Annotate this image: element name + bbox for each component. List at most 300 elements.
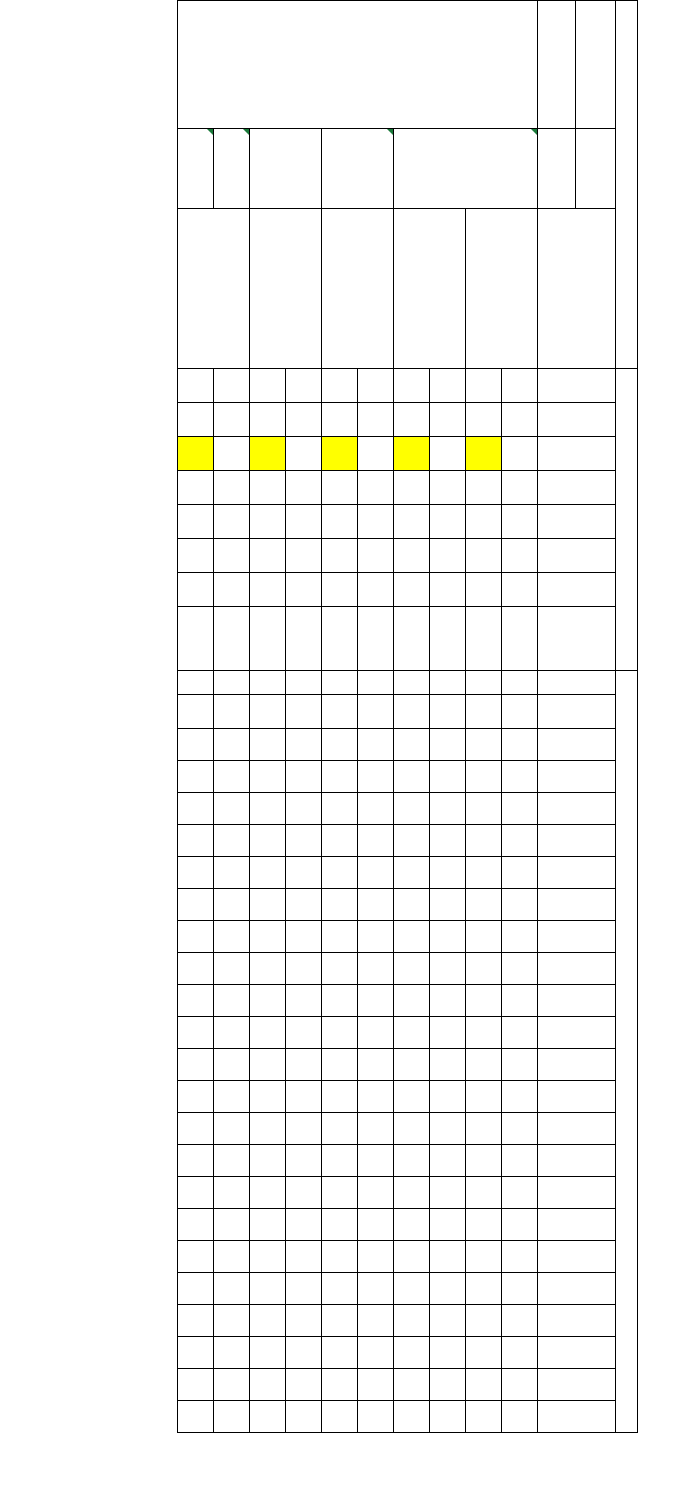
degree-cell xyxy=(358,403,394,437)
province-header xyxy=(538,1273,616,1305)
province-count-cell xyxy=(502,825,538,857)
total-cell xyxy=(430,695,466,729)
province-count-cell xyxy=(358,1049,394,1081)
header-elective xyxy=(538,671,616,695)
physical-cell xyxy=(394,607,430,671)
province-count-cell xyxy=(178,1145,214,1177)
province-count-cell xyxy=(286,1113,322,1145)
province-count-cell xyxy=(502,1081,538,1113)
total-cell xyxy=(466,695,502,729)
province-count-cell xyxy=(394,857,430,889)
physical-cell xyxy=(358,607,394,671)
header-category xyxy=(616,1,638,369)
province-count-cell xyxy=(502,761,538,793)
province-count-cell xyxy=(466,1209,502,1241)
province-count-cell xyxy=(358,825,394,857)
province-count-cell xyxy=(178,825,214,857)
track-cell xyxy=(358,471,394,505)
language-cell xyxy=(286,505,322,539)
line-cell xyxy=(502,539,538,573)
line-cell xyxy=(358,539,394,573)
province-count-cell xyxy=(430,889,466,921)
province-count-cell xyxy=(286,1145,322,1177)
province-count-cell xyxy=(466,1401,502,1433)
header-gender xyxy=(538,437,616,471)
province-count-cell xyxy=(466,793,502,825)
kind-cell xyxy=(394,573,430,607)
physical-cell xyxy=(502,607,538,671)
province-count-cell xyxy=(430,825,466,857)
table-row xyxy=(286,1,322,1433)
physical-cell xyxy=(286,607,322,671)
physical-cell xyxy=(430,607,466,671)
province-count-cell xyxy=(214,1337,250,1369)
province-count-cell xyxy=(286,1081,322,1113)
province-count-cell xyxy=(466,985,502,1017)
province-count-cell xyxy=(394,1337,430,1369)
province-count-cell xyxy=(178,1177,214,1209)
header-line xyxy=(538,539,616,573)
province-count-cell xyxy=(394,953,430,985)
province-count-cell xyxy=(502,1305,538,1337)
province-count-cell xyxy=(358,889,394,921)
total-cell xyxy=(394,695,430,729)
province-count-cell xyxy=(430,1017,466,1049)
elective-cell xyxy=(358,671,394,695)
header-degree xyxy=(538,403,616,437)
province-count-cell xyxy=(322,1369,358,1401)
province-count-cell xyxy=(394,889,430,921)
province-count-cell xyxy=(214,793,250,825)
province-count-cell xyxy=(250,1017,286,1049)
elective-cell xyxy=(322,671,358,695)
province-count-cell xyxy=(178,889,214,921)
province-count-cell xyxy=(430,1401,466,1433)
province-count-cell xyxy=(214,1049,250,1081)
province-count-cell xyxy=(466,825,502,857)
province-header xyxy=(538,1113,616,1145)
province-header xyxy=(538,825,616,857)
length-cell xyxy=(250,369,286,403)
province-count-cell xyxy=(286,985,322,1017)
province-header xyxy=(538,729,616,761)
physical-cell xyxy=(466,607,502,671)
kind-cell xyxy=(250,573,286,607)
province-header xyxy=(538,1401,616,1433)
province-count-cell xyxy=(214,825,250,857)
province-count-cell xyxy=(394,1177,430,1209)
kind-cell xyxy=(466,573,502,607)
province-count-cell xyxy=(322,921,358,953)
line-cell xyxy=(286,539,322,573)
province-header xyxy=(538,1049,616,1081)
province-count-cell xyxy=(358,1337,394,1369)
province-count-cell xyxy=(250,1401,286,1433)
gender-cell xyxy=(322,437,358,471)
province-count-cell xyxy=(286,729,322,761)
province-count-cell xyxy=(322,953,358,985)
length-cell xyxy=(394,369,430,403)
province-count-cell xyxy=(466,1113,502,1145)
header-major-code xyxy=(576,129,616,209)
province-count-cell xyxy=(502,1145,538,1177)
line-cell xyxy=(322,539,358,573)
province-count-cell xyxy=(250,1241,286,1273)
province-count-cell xyxy=(286,1177,322,1209)
province-count-cell xyxy=(502,1337,538,1369)
province-count-cell xyxy=(214,1081,250,1113)
table-row xyxy=(214,1,250,1433)
major-name-cell xyxy=(250,209,322,369)
province-header xyxy=(538,1337,616,1369)
elective-cell xyxy=(250,671,286,695)
length-cell xyxy=(358,369,394,403)
language-cell xyxy=(430,505,466,539)
total-cell xyxy=(286,695,322,729)
province-count-cell xyxy=(394,1401,430,1433)
province-count-cell xyxy=(430,1369,466,1401)
province-count-cell xyxy=(214,889,250,921)
province-count-cell xyxy=(430,1241,466,1273)
gender-cell xyxy=(214,437,250,471)
province-count-cell xyxy=(286,1017,322,1049)
kind-cell xyxy=(178,573,214,607)
province-count-cell xyxy=(502,1273,538,1305)
province-count-cell xyxy=(214,1241,250,1273)
degree-cell xyxy=(214,403,250,437)
track-cell xyxy=(286,471,322,505)
track-cell xyxy=(466,471,502,505)
province-count-cell xyxy=(466,921,502,953)
province-count-cell xyxy=(466,1337,502,1369)
length-cell xyxy=(322,369,358,403)
header-major-name xyxy=(538,209,616,369)
province-count-cell xyxy=(430,1337,466,1369)
language-cell xyxy=(466,505,502,539)
province-count-cell xyxy=(394,1081,430,1113)
physical-cell xyxy=(250,607,286,671)
length-cell xyxy=(214,369,250,403)
province-count-cell xyxy=(214,761,250,793)
province-count-cell xyxy=(466,1369,502,1401)
line-cell xyxy=(178,539,214,573)
province-count-cell xyxy=(322,1017,358,1049)
line-cell xyxy=(214,539,250,573)
province-count-cell xyxy=(358,1145,394,1177)
province-count-cell xyxy=(358,1177,394,1209)
province-count-cell xyxy=(358,1369,394,1401)
province-count-cell xyxy=(286,1049,322,1081)
header-language xyxy=(538,505,616,539)
province-count-cell xyxy=(394,1049,430,1081)
province-count-cell xyxy=(358,761,394,793)
province-count-cell xyxy=(502,1177,538,1209)
major-code-cell xyxy=(250,129,322,209)
header-quantity xyxy=(616,369,638,671)
province-count-cell xyxy=(430,1209,466,1241)
province-header xyxy=(538,1177,616,1209)
province-header xyxy=(538,953,616,985)
track-cell xyxy=(250,471,286,505)
elective-cell xyxy=(286,671,322,695)
province-count-cell xyxy=(214,1369,250,1401)
province-count-cell xyxy=(358,1113,394,1145)
page-title xyxy=(650,0,700,1488)
header-length xyxy=(538,369,616,403)
province-count-cell xyxy=(502,921,538,953)
header-school-code xyxy=(576,1,616,129)
province-count-cell xyxy=(178,1081,214,1113)
province-count-cell xyxy=(502,857,538,889)
kind-cell xyxy=(214,573,250,607)
province-count-cell xyxy=(322,1049,358,1081)
province-header xyxy=(538,985,616,1017)
province-count-cell xyxy=(322,1081,358,1113)
province-count-cell xyxy=(178,1369,214,1401)
gender-cell xyxy=(178,437,214,471)
province-count-cell xyxy=(394,793,430,825)
gender-cell xyxy=(358,437,394,471)
province-count-cell xyxy=(466,1273,502,1305)
province-count-cell xyxy=(430,761,466,793)
province-count-cell xyxy=(502,1209,538,1241)
province-header xyxy=(538,1369,616,1401)
province-count-cell xyxy=(394,729,430,761)
province-header xyxy=(538,1305,616,1337)
province-count-cell xyxy=(430,1305,466,1337)
province-count-cell xyxy=(286,761,322,793)
province-count-cell xyxy=(466,1241,502,1273)
table-body xyxy=(178,1,538,1433)
province-count-cell xyxy=(250,889,286,921)
province-count-cell xyxy=(502,793,538,825)
province-count-cell xyxy=(502,985,538,1017)
province-count-cell xyxy=(466,1049,502,1081)
province-count-cell xyxy=(322,1177,358,1209)
elective-cell xyxy=(430,671,466,695)
gender-cell xyxy=(286,437,322,471)
province-count-cell xyxy=(178,953,214,985)
physical-cell xyxy=(322,607,358,671)
province-count-cell xyxy=(502,1017,538,1049)
header-track xyxy=(538,471,616,505)
province-header xyxy=(538,793,616,825)
language-cell xyxy=(358,505,394,539)
province-count-cell xyxy=(502,889,538,921)
province-count-cell xyxy=(250,1369,286,1401)
province-count-cell xyxy=(178,1401,214,1433)
gender-cell xyxy=(502,437,538,471)
province-header xyxy=(538,1017,616,1049)
physical-cell xyxy=(214,607,250,671)
province-count-cell xyxy=(358,1305,394,1337)
physical-cell xyxy=(178,607,214,671)
province-count-cell xyxy=(286,1209,322,1241)
province-header xyxy=(538,1081,616,1113)
degree-cell xyxy=(178,403,214,437)
province-count-cell xyxy=(394,1017,430,1049)
total-cell xyxy=(322,695,358,729)
province-count-cell xyxy=(502,1401,538,1433)
province-count-cell xyxy=(322,1241,358,1273)
province-count-cell xyxy=(466,1177,502,1209)
province-count-cell xyxy=(430,921,466,953)
province-count-cell xyxy=(394,921,430,953)
track-cell xyxy=(430,471,466,505)
province-count-cell xyxy=(394,761,430,793)
province-count-cell xyxy=(466,953,502,985)
province-count-cell xyxy=(286,1305,322,1337)
province-count-cell xyxy=(250,1177,286,1209)
province-count-cell xyxy=(214,1145,250,1177)
language-cell xyxy=(178,505,214,539)
province-count-cell xyxy=(178,1337,214,1369)
province-count-cell xyxy=(430,985,466,1017)
province-count-cell xyxy=(178,793,214,825)
province-count-cell xyxy=(250,793,286,825)
major-name-cell xyxy=(394,209,466,369)
header-kind xyxy=(538,573,616,607)
length-cell xyxy=(178,369,214,403)
track-cell xyxy=(214,471,250,505)
elective-cell xyxy=(394,671,430,695)
province-count-cell xyxy=(178,729,214,761)
province-count-cell xyxy=(502,953,538,985)
province-count-cell xyxy=(358,793,394,825)
province-count-cell xyxy=(286,1241,322,1273)
province-count-cell xyxy=(502,1049,538,1081)
province-count-cell xyxy=(466,1017,502,1049)
gender-cell xyxy=(394,437,430,471)
length-cell xyxy=(502,369,538,403)
header-school-name xyxy=(538,1,576,129)
elective-cell xyxy=(214,671,250,695)
province-count-cell xyxy=(214,857,250,889)
language-cell xyxy=(322,505,358,539)
province-count-cell xyxy=(214,1113,250,1145)
province-count-cell xyxy=(214,953,250,985)
province-count-cell xyxy=(394,1305,430,1337)
header-unit xyxy=(616,671,638,1433)
province-count-cell xyxy=(322,1145,358,1177)
province-count-cell xyxy=(250,1113,286,1145)
degree-cell xyxy=(322,403,358,437)
elective-cell xyxy=(502,671,538,695)
province-count-cell xyxy=(178,1209,214,1241)
province-count-cell xyxy=(250,729,286,761)
province-count-cell xyxy=(430,1273,466,1305)
province-count-cell xyxy=(214,1209,250,1241)
major-code-cell xyxy=(214,129,250,209)
header-total xyxy=(538,695,616,729)
elective-cell xyxy=(178,671,214,695)
line-cell xyxy=(394,539,430,573)
province-count-cell xyxy=(178,1049,214,1081)
province-count-cell xyxy=(178,1273,214,1305)
province-count-cell xyxy=(358,921,394,953)
province-count-cell xyxy=(214,729,250,761)
province-count-cell xyxy=(250,1273,286,1305)
province-count-cell xyxy=(430,1081,466,1113)
degree-cell xyxy=(430,403,466,437)
province-count-cell xyxy=(466,889,502,921)
province-header xyxy=(538,1209,616,1241)
province-count-cell xyxy=(466,1145,502,1177)
length-cell xyxy=(466,369,502,403)
province-count-cell xyxy=(250,985,286,1017)
language-cell xyxy=(214,505,250,539)
table-row xyxy=(358,1,394,1433)
province-count-cell xyxy=(466,857,502,889)
province-count-cell xyxy=(286,1401,322,1433)
degree-cell xyxy=(466,403,502,437)
major-name-cell xyxy=(466,209,538,369)
province-count-cell xyxy=(358,1017,394,1049)
province-header xyxy=(538,889,616,921)
province-count-cell xyxy=(502,1241,538,1273)
total-cell xyxy=(214,695,250,729)
province-count-cell xyxy=(322,857,358,889)
province-count-cell xyxy=(286,793,322,825)
header-major-code-2 xyxy=(538,129,576,209)
province-count-cell xyxy=(394,1209,430,1241)
province-count-cell xyxy=(358,1081,394,1113)
province-count-cell xyxy=(286,921,322,953)
kind-cell xyxy=(286,573,322,607)
province-count-cell xyxy=(358,1241,394,1273)
gender-cell xyxy=(430,437,466,471)
province-count-cell xyxy=(394,1369,430,1401)
elective-cell xyxy=(466,671,502,695)
province-count-cell xyxy=(322,985,358,1017)
province-count-cell xyxy=(322,729,358,761)
length-cell xyxy=(430,369,466,403)
province-count-cell xyxy=(322,1209,358,1241)
province-count-cell xyxy=(250,1305,286,1337)
province-count-cell xyxy=(250,1049,286,1081)
province-count-cell xyxy=(214,1401,250,1433)
province-count-cell xyxy=(466,729,502,761)
track-cell xyxy=(394,471,430,505)
major-code-cell xyxy=(322,129,394,209)
degree-cell xyxy=(286,403,322,437)
table-row xyxy=(430,1,466,1433)
province-count-cell xyxy=(250,857,286,889)
province-count-cell xyxy=(322,1337,358,1369)
line-cell xyxy=(430,539,466,573)
track-cell xyxy=(502,471,538,505)
province-count-cell xyxy=(286,857,322,889)
province-count-cell xyxy=(430,729,466,761)
province-count-cell xyxy=(250,761,286,793)
province-count-cell xyxy=(322,889,358,921)
province-count-cell xyxy=(178,761,214,793)
province-count-cell xyxy=(214,1177,250,1209)
province-count-cell xyxy=(394,985,430,1017)
province-header xyxy=(538,1145,616,1177)
province-count-cell xyxy=(394,1273,430,1305)
province-count-cell xyxy=(394,1113,430,1145)
province-header xyxy=(538,921,616,953)
province-count-cell xyxy=(502,1369,538,1401)
province-count-cell xyxy=(322,825,358,857)
province-count-cell xyxy=(250,921,286,953)
major-name-cell xyxy=(322,209,394,369)
province-count-cell xyxy=(250,1337,286,1369)
province-count-cell xyxy=(214,1305,250,1337)
province-count-cell xyxy=(358,1209,394,1241)
gender-cell xyxy=(250,437,286,471)
